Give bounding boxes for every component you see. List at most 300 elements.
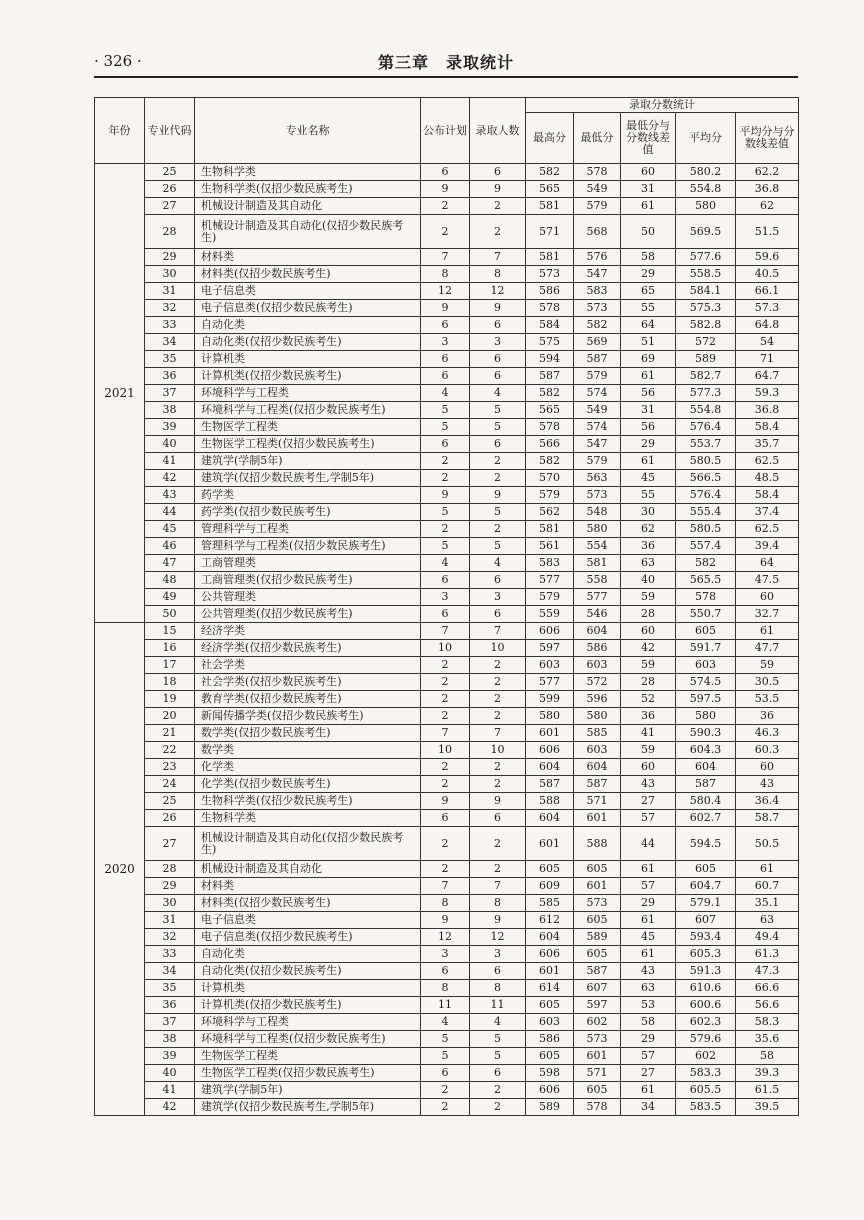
code-cell: 26 bbox=[145, 181, 195, 198]
min-diff-cell: 63 bbox=[621, 555, 676, 572]
plan-cell: 6 bbox=[421, 1065, 470, 1082]
avg-cell: 600.6 bbox=[676, 997, 736, 1014]
min-cell: 576 bbox=[574, 249, 621, 266]
avg-diff-cell: 58.4 bbox=[736, 419, 799, 436]
max-cell: 597 bbox=[526, 640, 574, 657]
code-cell: 16 bbox=[145, 640, 195, 657]
code-cell: 31 bbox=[145, 912, 195, 929]
avg-cell: 591.7 bbox=[676, 640, 736, 657]
code-cell: 37 bbox=[145, 385, 195, 402]
avg-cell: 589 bbox=[676, 351, 736, 368]
max-cell: 565 bbox=[526, 181, 574, 198]
min-diff-cell: 59 bbox=[621, 657, 676, 674]
admitted-cell: 10 bbox=[470, 640, 526, 657]
name-cell: 电子信息类(仅招少数民族考生) bbox=[195, 300, 421, 317]
admitted-cell: 6 bbox=[470, 351, 526, 368]
name-cell: 数学类(仅招少数民族考生) bbox=[195, 725, 421, 742]
min-cell: 549 bbox=[574, 181, 621, 198]
avg-diff-cell: 35.1 bbox=[736, 895, 799, 912]
min-cell: 580 bbox=[574, 708, 621, 725]
plan-cell: 2 bbox=[421, 521, 470, 538]
plan-cell: 6 bbox=[421, 606, 470, 623]
max-cell: 605 bbox=[526, 1048, 574, 1065]
code-cell: 25 bbox=[145, 793, 195, 810]
code-cell: 35 bbox=[145, 351, 195, 368]
min-cell: 579 bbox=[574, 453, 621, 470]
max-cell: 604 bbox=[526, 929, 574, 946]
table-row bbox=[95, 827, 799, 861]
min-cell: 549 bbox=[574, 402, 621, 419]
min-cell: 604 bbox=[574, 623, 621, 640]
table-row bbox=[95, 1082, 799, 1099]
code-cell: 22 bbox=[145, 742, 195, 759]
table-row bbox=[95, 793, 799, 810]
admitted-cell: 2 bbox=[470, 861, 526, 878]
code-cell: 19 bbox=[145, 691, 195, 708]
name-cell: 工商管理类 bbox=[195, 555, 421, 572]
plan-cell: 5 bbox=[421, 538, 470, 555]
name-cell: 机械设计制造及其自动化(仅招少数民族考生) bbox=[195, 827, 421, 861]
avg-cell: 604.7 bbox=[676, 878, 736, 895]
max-cell: 588 bbox=[526, 793, 574, 810]
min-diff-cell: 29 bbox=[621, 1031, 676, 1048]
min-diff-cell: 34 bbox=[621, 1099, 676, 1116]
table-row bbox=[95, 487, 799, 504]
max-cell: 601 bbox=[526, 725, 574, 742]
min-cell: 596 bbox=[574, 691, 621, 708]
table-row bbox=[95, 1048, 799, 1065]
table-body bbox=[95, 164, 799, 1116]
avg-diff-cell: 62 bbox=[736, 198, 799, 215]
plan-cell: 2 bbox=[421, 453, 470, 470]
min-diff-cell: 61 bbox=[621, 368, 676, 385]
avg-cell: 587 bbox=[676, 776, 736, 793]
code-cell: 30 bbox=[145, 895, 195, 912]
max-cell: 606 bbox=[526, 1082, 574, 1099]
table-row bbox=[95, 453, 799, 470]
avg-diff-cell: 47.5 bbox=[736, 572, 799, 589]
code-cell: 26 bbox=[145, 810, 195, 827]
min-diff-cell: 63 bbox=[621, 980, 676, 997]
admitted-cell: 7 bbox=[470, 623, 526, 640]
min-cell: 580 bbox=[574, 521, 621, 538]
min-cell: 587 bbox=[574, 776, 621, 793]
admitted-cell: 2 bbox=[470, 827, 526, 861]
avg-cell: 579.6 bbox=[676, 1031, 736, 1048]
admitted-cell: 7 bbox=[470, 878, 526, 895]
avg-diff-cell: 60.7 bbox=[736, 878, 799, 895]
min-diff-cell: 56 bbox=[621, 385, 676, 402]
min-diff-cell: 52 bbox=[621, 691, 676, 708]
code-cell: 38 bbox=[145, 402, 195, 419]
name-cell: 经济学类(仅招少数民族考生) bbox=[195, 640, 421, 657]
admitted-cell: 4 bbox=[470, 385, 526, 402]
table-row bbox=[95, 368, 799, 385]
table-row bbox=[95, 810, 799, 827]
min-cell: 603 bbox=[574, 742, 621, 759]
admitted-cell: 7 bbox=[470, 249, 526, 266]
plan-cell: 12 bbox=[421, 283, 470, 300]
max-cell: 573 bbox=[526, 266, 574, 283]
table-row bbox=[95, 283, 799, 300]
table-row bbox=[95, 674, 799, 691]
name-cell: 材料类 bbox=[195, 249, 421, 266]
avg-cell: 554.8 bbox=[676, 402, 736, 419]
name-cell: 药学类(仅招少数民族考生) bbox=[195, 504, 421, 521]
table-row bbox=[95, 929, 799, 946]
plan-cell: 9 bbox=[421, 793, 470, 810]
table-row bbox=[95, 861, 799, 878]
admitted-cell: 6 bbox=[470, 436, 526, 453]
min-diff-cell: 59 bbox=[621, 742, 676, 759]
plan-cell: 5 bbox=[421, 1048, 470, 1065]
code-cell: 43 bbox=[145, 487, 195, 504]
max-cell: 580 bbox=[526, 708, 574, 725]
max-cell: 589 bbox=[526, 1099, 574, 1116]
code-cell: 36 bbox=[145, 997, 195, 1014]
plan-cell: 7 bbox=[421, 878, 470, 895]
min-cell: 569 bbox=[574, 334, 621, 351]
plan-cell: 6 bbox=[421, 368, 470, 385]
name-cell: 机械设计制造及其自动化 bbox=[195, 861, 421, 878]
code-cell: 17 bbox=[145, 657, 195, 674]
avg-cell: 605 bbox=[676, 861, 736, 878]
avg-diff-cell: 30.5 bbox=[736, 674, 799, 691]
avg-diff-cell: 39.4 bbox=[736, 538, 799, 555]
min-diff-cell: 61 bbox=[621, 198, 676, 215]
avg-cell: 550.7 bbox=[676, 606, 736, 623]
name-cell: 公共管理类(仅招少数民族考生) bbox=[195, 606, 421, 623]
min-diff-cell: 61 bbox=[621, 1082, 676, 1099]
avg-cell: 597.5 bbox=[676, 691, 736, 708]
avg-diff-cell: 60.3 bbox=[736, 742, 799, 759]
avg-diff-cell: 51.5 bbox=[736, 215, 799, 249]
header-name: 专业名称 bbox=[195, 98, 421, 164]
name-cell: 管理科学与工程类 bbox=[195, 521, 421, 538]
min-diff-cell: 55 bbox=[621, 487, 676, 504]
name-cell: 环境科学与工程类(仅招少数民族考生) bbox=[195, 402, 421, 419]
max-cell: 609 bbox=[526, 878, 574, 895]
plan-cell: 10 bbox=[421, 640, 470, 657]
avg-cell: 605 bbox=[676, 623, 736, 640]
min-diff-cell: 61 bbox=[621, 912, 676, 929]
min-cell: 574 bbox=[574, 419, 621, 436]
avg-diff-cell: 62.5 bbox=[736, 453, 799, 470]
avg-diff-cell: 50.5 bbox=[736, 827, 799, 861]
code-cell: 33 bbox=[145, 946, 195, 963]
min-diff-cell: 31 bbox=[621, 402, 676, 419]
avg-cell: 582 bbox=[676, 555, 736, 572]
min-cell: 571 bbox=[574, 1065, 621, 1082]
min-cell: 547 bbox=[574, 436, 621, 453]
name-cell: 计算机类(仅招少数民族考生) bbox=[195, 368, 421, 385]
code-cell: 42 bbox=[145, 470, 195, 487]
table-row bbox=[95, 249, 799, 266]
min-diff-cell: 29 bbox=[621, 266, 676, 283]
max-cell: 582 bbox=[526, 453, 574, 470]
table-row bbox=[95, 300, 799, 317]
plan-cell: 5 bbox=[421, 419, 470, 436]
avg-cell: 576.4 bbox=[676, 487, 736, 504]
avg-cell: 580.4 bbox=[676, 793, 736, 810]
plan-cell: 7 bbox=[421, 249, 470, 266]
avg-cell: 602.7 bbox=[676, 810, 736, 827]
avg-diff-cell: 66.6 bbox=[736, 980, 799, 997]
avg-cell: 583.3 bbox=[676, 1065, 736, 1082]
table-row bbox=[95, 470, 799, 487]
table-row bbox=[95, 895, 799, 912]
avg-diff-cell: 36 bbox=[736, 708, 799, 725]
avg-diff-cell: 59 bbox=[736, 657, 799, 674]
code-cell: 34 bbox=[145, 334, 195, 351]
admitted-cell: 12 bbox=[470, 929, 526, 946]
plan-cell: 4 bbox=[421, 1014, 470, 1031]
min-cell: 547 bbox=[574, 266, 621, 283]
name-cell: 社会学类(仅招少数民族考生) bbox=[195, 674, 421, 691]
name-cell: 计算机类 bbox=[195, 980, 421, 997]
avg-cell: 574.5 bbox=[676, 674, 736, 691]
max-cell: 566 bbox=[526, 436, 574, 453]
table-row bbox=[95, 912, 799, 929]
avg-diff-cell: 37.4 bbox=[736, 504, 799, 521]
plan-cell: 5 bbox=[421, 504, 470, 521]
max-cell: 601 bbox=[526, 827, 574, 861]
code-cell: 45 bbox=[145, 521, 195, 538]
name-cell: 机械设计制造及其自动化 bbox=[195, 198, 421, 215]
plan-cell: 2 bbox=[421, 691, 470, 708]
avg-cell: 575.3 bbox=[676, 300, 736, 317]
admitted-cell: 9 bbox=[470, 793, 526, 810]
max-cell: 582 bbox=[526, 164, 574, 181]
avg-diff-cell: 60 bbox=[736, 589, 799, 606]
plan-cell: 6 bbox=[421, 572, 470, 589]
name-cell: 计算机类(仅招少数民族考生) bbox=[195, 997, 421, 1014]
header-plan: 公布计划 bbox=[421, 98, 470, 164]
plan-cell: 8 bbox=[421, 980, 470, 997]
table-row bbox=[95, 963, 799, 980]
code-cell: 23 bbox=[145, 759, 195, 776]
avg-cell: 558.5 bbox=[676, 266, 736, 283]
code-cell: 28 bbox=[145, 215, 195, 249]
plan-cell: 2 bbox=[421, 861, 470, 878]
name-cell: 电子信息类(仅招少数民族考生) bbox=[195, 929, 421, 946]
name-cell: 公共管理类 bbox=[195, 589, 421, 606]
code-cell: 30 bbox=[145, 266, 195, 283]
min-cell: 574 bbox=[574, 385, 621, 402]
min-diff-cell: 40 bbox=[621, 572, 676, 589]
name-cell: 药学类 bbox=[195, 487, 421, 504]
admitted-cell: 5 bbox=[470, 538, 526, 555]
code-cell: 39 bbox=[145, 419, 195, 436]
admitted-cell: 2 bbox=[470, 1099, 526, 1116]
name-cell: 教育学类(仅招少数民族考生) bbox=[195, 691, 421, 708]
max-cell: 587 bbox=[526, 776, 574, 793]
name-cell: 环境科学与工程类(仅招少数民族考生) bbox=[195, 1031, 421, 1048]
name-cell: 生物科学类 bbox=[195, 164, 421, 181]
admitted-cell: 2 bbox=[470, 674, 526, 691]
avg-diff-cell: 54 bbox=[736, 334, 799, 351]
name-cell: 建筑学(学制5年) bbox=[195, 1082, 421, 1099]
table-row bbox=[95, 1031, 799, 1048]
admitted-cell: 5 bbox=[470, 419, 526, 436]
plan-cell: 4 bbox=[421, 555, 470, 572]
plan-cell: 9 bbox=[421, 912, 470, 929]
max-cell: 578 bbox=[526, 300, 574, 317]
admitted-cell: 8 bbox=[470, 266, 526, 283]
name-cell: 电子信息类 bbox=[195, 283, 421, 300]
plan-cell: 2 bbox=[421, 759, 470, 776]
name-cell: 环境科学与工程类 bbox=[195, 385, 421, 402]
min-cell: 604 bbox=[574, 759, 621, 776]
name-cell: 机械设计制造及其自动化(仅招少数民族考生) bbox=[195, 215, 421, 249]
avg-cell: 603 bbox=[676, 657, 736, 674]
min-diff-cell: 64 bbox=[621, 317, 676, 334]
max-cell: 605 bbox=[526, 861, 574, 878]
min-cell: 587 bbox=[574, 351, 621, 368]
plan-cell: 9 bbox=[421, 487, 470, 504]
min-cell: 554 bbox=[574, 538, 621, 555]
name-cell: 生物科学类(仅招少数民族考生) bbox=[195, 793, 421, 810]
min-diff-cell: 30 bbox=[621, 504, 676, 521]
max-cell: 612 bbox=[526, 912, 574, 929]
admitted-cell: 9 bbox=[470, 181, 526, 198]
plan-cell: 12 bbox=[421, 929, 470, 946]
avg-cell: 569.5 bbox=[676, 215, 736, 249]
name-cell: 管理科学与工程类(仅招少数民族考生) bbox=[195, 538, 421, 555]
avg-cell: 578 bbox=[676, 589, 736, 606]
avg-diff-cell: 40.5 bbox=[736, 266, 799, 283]
max-cell: 606 bbox=[526, 623, 574, 640]
code-cell: 40 bbox=[145, 1065, 195, 1082]
code-cell: 35 bbox=[145, 980, 195, 997]
min-diff-cell: 59 bbox=[621, 589, 676, 606]
max-cell: 579 bbox=[526, 487, 574, 504]
admitted-cell: 3 bbox=[470, 334, 526, 351]
plan-cell: 3 bbox=[421, 334, 470, 351]
table-row bbox=[95, 980, 799, 997]
name-cell: 生物科学类(仅招少数民族考生) bbox=[195, 181, 421, 198]
avg-cell: 579.1 bbox=[676, 895, 736, 912]
header-year: 年份 bbox=[95, 98, 145, 164]
min-cell: 605 bbox=[574, 946, 621, 963]
avg-cell: 610.6 bbox=[676, 980, 736, 997]
max-cell: 606 bbox=[526, 742, 574, 759]
min-diff-cell: 36 bbox=[621, 538, 676, 555]
code-cell: 48 bbox=[145, 572, 195, 589]
avg-cell: 554.8 bbox=[676, 181, 736, 198]
code-cell: 39 bbox=[145, 1048, 195, 1065]
table-row bbox=[95, 997, 799, 1014]
plan-cell: 2 bbox=[421, 776, 470, 793]
min-diff-cell: 58 bbox=[621, 249, 676, 266]
plan-cell: 7 bbox=[421, 725, 470, 742]
plan-cell: 5 bbox=[421, 1031, 470, 1048]
min-diff-cell: 36 bbox=[621, 708, 676, 725]
plan-cell: 9 bbox=[421, 300, 470, 317]
max-cell: 587 bbox=[526, 368, 574, 385]
name-cell: 数学类 bbox=[195, 742, 421, 759]
avg-cell: 577.6 bbox=[676, 249, 736, 266]
max-cell: 585 bbox=[526, 895, 574, 912]
plan-cell: 11 bbox=[421, 997, 470, 1014]
min-cell: 573 bbox=[574, 895, 621, 912]
plan-cell: 6 bbox=[421, 164, 470, 181]
min-diff-cell: 60 bbox=[621, 759, 676, 776]
avg-diff-cell: 62.5 bbox=[736, 521, 799, 538]
min-cell: 563 bbox=[574, 470, 621, 487]
admitted-cell: 2 bbox=[470, 470, 526, 487]
min-diff-cell: 51 bbox=[621, 334, 676, 351]
table-row bbox=[95, 708, 799, 725]
table-row bbox=[95, 317, 799, 334]
avg-diff-cell: 58.3 bbox=[736, 1014, 799, 1031]
admitted-cell: 5 bbox=[470, 1048, 526, 1065]
avg-diff-cell: 58.7 bbox=[736, 810, 799, 827]
avg-cell: 602.3 bbox=[676, 1014, 736, 1031]
min-diff-cell: 27 bbox=[621, 1065, 676, 1082]
min-cell: 589 bbox=[574, 929, 621, 946]
max-cell: 581 bbox=[526, 249, 574, 266]
avg-cell: 566.5 bbox=[676, 470, 736, 487]
max-cell: 565 bbox=[526, 402, 574, 419]
name-cell: 工商管理类(仅招少数民族考生) bbox=[195, 572, 421, 589]
admitted-cell: 5 bbox=[470, 504, 526, 521]
table-row bbox=[95, 521, 799, 538]
max-cell: 581 bbox=[526, 198, 574, 215]
min-diff-cell: 65 bbox=[621, 283, 676, 300]
min-diff-cell: 57 bbox=[621, 1048, 676, 1065]
plan-cell: 7 bbox=[421, 623, 470, 640]
admitted-cell: 2 bbox=[470, 453, 526, 470]
admitted-cell: 9 bbox=[470, 487, 526, 504]
avg-diff-cell: 39.5 bbox=[736, 1099, 799, 1116]
table-row bbox=[95, 351, 799, 368]
max-cell: 578 bbox=[526, 419, 574, 436]
year-cell: 2020 bbox=[95, 623, 145, 1116]
admitted-cell: 9 bbox=[470, 912, 526, 929]
min-cell: 579 bbox=[574, 198, 621, 215]
avg-diff-cell: 61.5 bbox=[736, 1082, 799, 1099]
code-cell: 42 bbox=[145, 1099, 195, 1116]
name-cell: 自动化类 bbox=[195, 317, 421, 334]
header-admitted: 录取人数 bbox=[470, 98, 526, 164]
min-diff-cell: 58 bbox=[621, 1014, 676, 1031]
avg-cell: 602 bbox=[676, 1048, 736, 1065]
name-cell: 建筑学(仅招少数民族考生,学制5年) bbox=[195, 1099, 421, 1116]
avg-diff-cell: 46.3 bbox=[736, 725, 799, 742]
table-row bbox=[95, 215, 799, 249]
name-cell: 材料类 bbox=[195, 878, 421, 895]
max-cell: 605 bbox=[526, 997, 574, 1014]
code-cell: 24 bbox=[145, 776, 195, 793]
table-row bbox=[95, 640, 799, 657]
plan-cell: 10 bbox=[421, 742, 470, 759]
min-cell: 586 bbox=[574, 640, 621, 657]
avg-cell: 605.3 bbox=[676, 946, 736, 963]
min-cell: 583 bbox=[574, 283, 621, 300]
min-cell: 605 bbox=[574, 912, 621, 929]
avg-diff-cell: 56.6 bbox=[736, 997, 799, 1014]
admitted-cell: 9 bbox=[470, 300, 526, 317]
avg-diff-cell: 62.2 bbox=[736, 164, 799, 181]
code-cell: 32 bbox=[145, 929, 195, 946]
min-cell: 605 bbox=[574, 861, 621, 878]
avg-diff-cell: 58 bbox=[736, 1048, 799, 1065]
avg-cell: 604.3 bbox=[676, 742, 736, 759]
max-cell: 604 bbox=[526, 810, 574, 827]
min-cell: 578 bbox=[574, 1099, 621, 1116]
min-diff-cell: 43 bbox=[621, 963, 676, 980]
